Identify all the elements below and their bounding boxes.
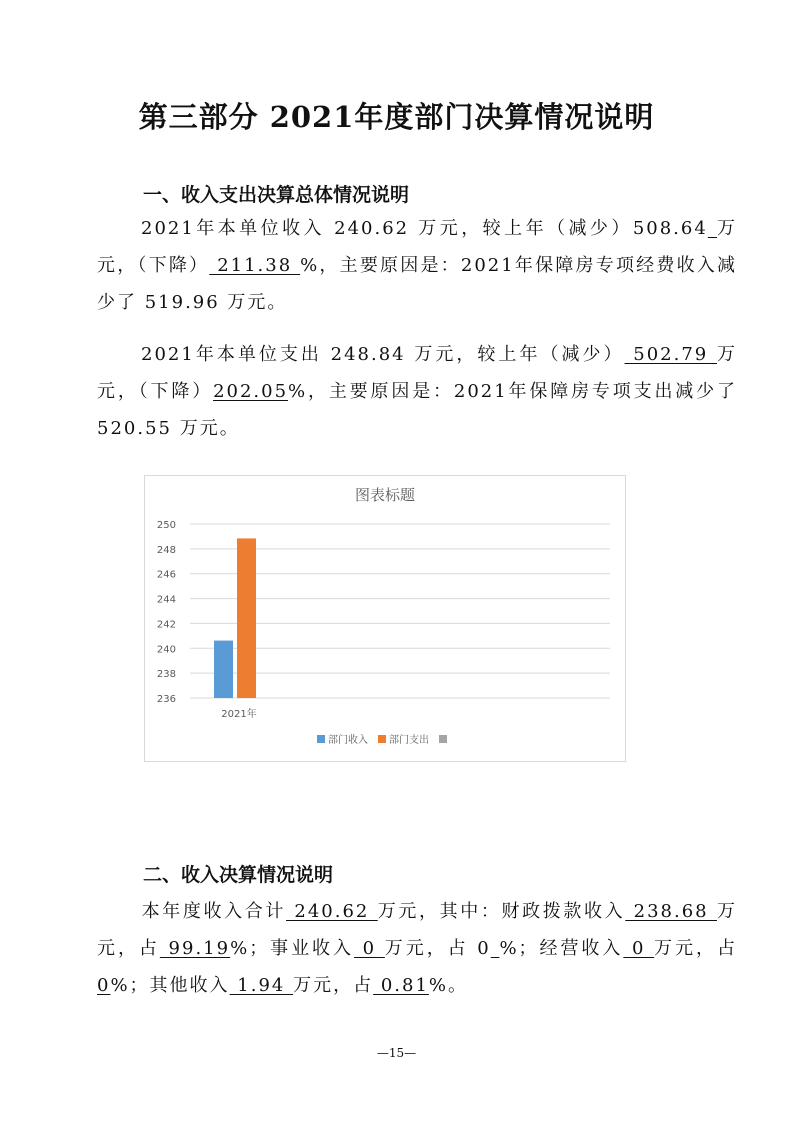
text: %；事业收入 — [230, 938, 354, 959]
text: 万元，占 — [654, 938, 738, 959]
legend-swatch — [317, 735, 325, 743]
text: 2021年本单位收入 240.62 万元，较上年（减少）508.64 — [141, 218, 708, 239]
underlined-value — [708, 218, 717, 239]
underlined-value: 211.38 — [209, 255, 301, 276]
y-tick-label: 244 — [156, 594, 176, 606]
text: 万元，其中：财政拨款收入 — [377, 901, 626, 922]
underlined-value: 1.94 — [229, 975, 294, 996]
y-tick-label: 242 — [156, 619, 176, 631]
underlined-value: 240.62 — [286, 901, 378, 922]
legend-swatch — [439, 735, 447, 743]
section-heading-overview: 一、收入支出决算总体情况说明 — [143, 184, 410, 206]
legend-label: 部门支出 — [389, 735, 429, 746]
text: 万元，占 — [97, 901, 737, 959]
underlined-value: 202.05 — [213, 381, 289, 402]
bar-部门支出 — [237, 538, 256, 698]
legend-label: 部门收入 — [328, 735, 368, 746]
y-tick-label: 250 — [156, 520, 176, 531]
underlined-value: 0.81 — [373, 975, 429, 996]
text: %；其他收入 — [110, 975, 230, 996]
y-tick-label: 246 — [156, 569, 176, 581]
text: 万元，占 — [293, 975, 374, 996]
underlined-value: 0 — [97, 975, 111, 996]
text: 万元，（下降） — [97, 218, 737, 276]
text: %，主要原因是：2021年保障房专项支出减少了 520.55 万元。 — [97, 381, 737, 439]
underlined-value: 238.68 — [625, 901, 717, 922]
text: 本年度收入合计 — [141, 901, 287, 922]
text: %。 — [428, 975, 469, 996]
text: %；经营收入 — [499, 938, 624, 959]
paragraph-income-overview — [97, 210, 737, 321]
section-heading-income: 二、收入决算情况说明 — [143, 864, 334, 886]
y-tick-label: 240 — [156, 644, 176, 656]
text: 万元，（下降） — [97, 344, 737, 402]
underlined-value: 99.19 — [159, 938, 231, 959]
underlined-value: 502.79 — [624, 344, 717, 365]
bar-部门收入 — [214, 641, 233, 698]
y-tick-label: 238 — [156, 669, 176, 681]
y-tick-label: 236 — [156, 694, 176, 705]
x-tick-label: 2021年 — [221, 709, 257, 720]
text: 2021年本单位支出 248.84 万元，较上年（减少） — [141, 344, 625, 365]
y-tick-label: 248 — [156, 544, 176, 556]
bar-chart — [144, 475, 626, 762]
text: %，主要原因是：2021年保障房专项经费收入减少了 519.96 万元。 — [97, 255, 737, 313]
text: 万元，占 0 — [384, 938, 491, 959]
paragraph-expense-overview — [97, 336, 737, 447]
paragraph-income-detail — [97, 893, 737, 1004]
chart-title: 图表标题 — [354, 486, 416, 504]
chart-svg — [145, 476, 625, 761]
legend-swatch — [378, 735, 386, 743]
underlined-value: 0 — [623, 938, 655, 959]
page-number: —15— — [376, 1046, 417, 1060]
page-title: 第三部分 2021年度部门决算情况说明 — [138, 100, 655, 134]
underlined-value: 0 — [353, 938, 385, 959]
